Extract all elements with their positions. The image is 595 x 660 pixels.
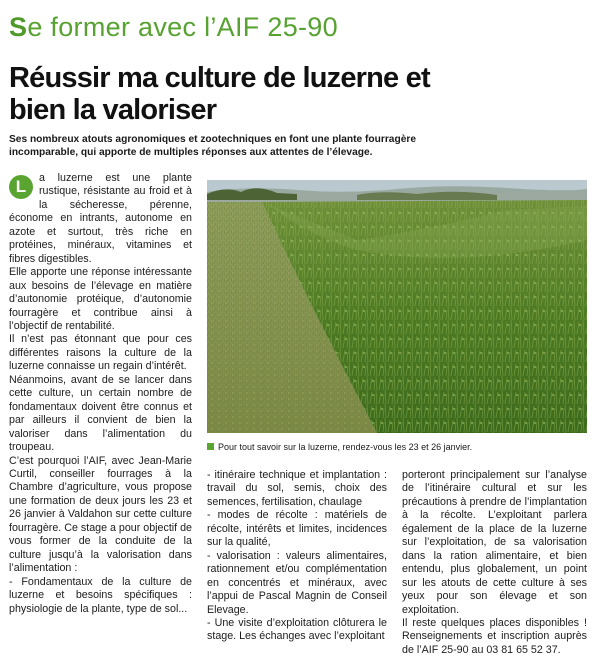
article-lead: Ses nombreux atouts agronomiques et zootechniques en font une plante fourragère incomparable, qui apporte de multiples réponses aux attentes de l’élevage. [9, 134, 416, 158]
photo-caption [207, 441, 587, 453]
drop-cap: L [9, 175, 33, 199]
paragraph: Néanmoins, avant de se lancer dans cette culture, un certain nombre de fondamentaux doivent être connus et par ailleurs il convient de bien la valoriser dans l’alimentation du troupeau. [9, 373, 192, 454]
paragraph: Elle apporte une réponse intéressante aux besoins de l’élevage en matière d’autonomie protéique, d’autonomie fourragère et contribue ainsi à l’objectif de rentabilité. [9, 266, 192, 332]
paragraph: porteront principalement sur l’analyse de l’itinéraire cultural et sur les précautions à prendre de l’implantation à la récolte. L’exploitant parlera également de la place de la luzerne sur l’exploitation, de sa valorisation dans la ration alimentaire, et bien entendu, plus globalement, un point sur les atouts de cette culture à ses yeux pour son élevage et son exploitation. [402, 469, 587, 616]
kicker-text: e former avec l’AIF 25-90 [27, 12, 338, 42]
kicker-initial: S [9, 12, 28, 42]
paragraph: C’est pourquoi l’AIF, avec Jean-Marie Curtil, conseiller fourrages à la Chambre d’agriculture, vous propose une formation de deux jours les 23 et 26 janvier à Valdahon sur cette culture fourragère. Ce stage a pour objectif de vous former de la conduite de la culture jusqu’à la valorisation dans l’alimentation : [9, 454, 192, 575]
paragraph: - valorisation : valeurs alimentaires, rationnement et/ou complémentation en concentrés et minéraux, avec l’appui de Pascal Magnin de Conseil Elevage. [207, 549, 387, 616]
text-column-3 [402, 469, 587, 657]
paragraph: Il reste quelques places disponibles ! Renseignements et inscription auprès de l’AIF 25-90 au 03 81 65 52 37. [402, 616, 587, 656]
paragraph: - modes de récolte : matériels de récolte, intérêts et limites, incidences sur la qualité, [207, 509, 387, 549]
paragraph-text: a luzerne est une plante rustique, résistante au froid et à la sécheresse, pérenne, économe en intrants, autonome en azote et surtout, très riche en protéines, minéraux, vitamines et fibres digestibles. [9, 172, 192, 265]
caption-bullet-icon [207, 443, 214, 450]
paragraph: - Une visite d’exploitation clôturera le stage. Les échanges avec l’exploitant [207, 616, 387, 643]
section-kicker [9, 10, 338, 44]
paragraph: - itinéraire technique et implantation : travail du sol, semis, choix des semences, fertilisation, chaulage [207, 469, 387, 508]
alfalfa-field-photo [207, 180, 587, 433]
paragraph [9, 172, 192, 266]
text-column-2 [207, 469, 387, 644]
article-title: Réussir ma culture de luzerne et bien la valoriser [9, 62, 430, 126]
caption-text: Pour tout savoir sur la luzerne, rendez-vous les 23 et 26 janvier. [218, 442, 473, 452]
paragraph: Il n’est pas étonnant que pour ces différentes raisons la culture de la luzerne connaisse un regain d’intérêt. [9, 333, 192, 373]
text-column-1 [9, 172, 192, 616]
paragraph: - Fondamentaux de la culture de luzerne et besoins spécifiques : physiologie de la plante, type de sol... [9, 575, 192, 615]
